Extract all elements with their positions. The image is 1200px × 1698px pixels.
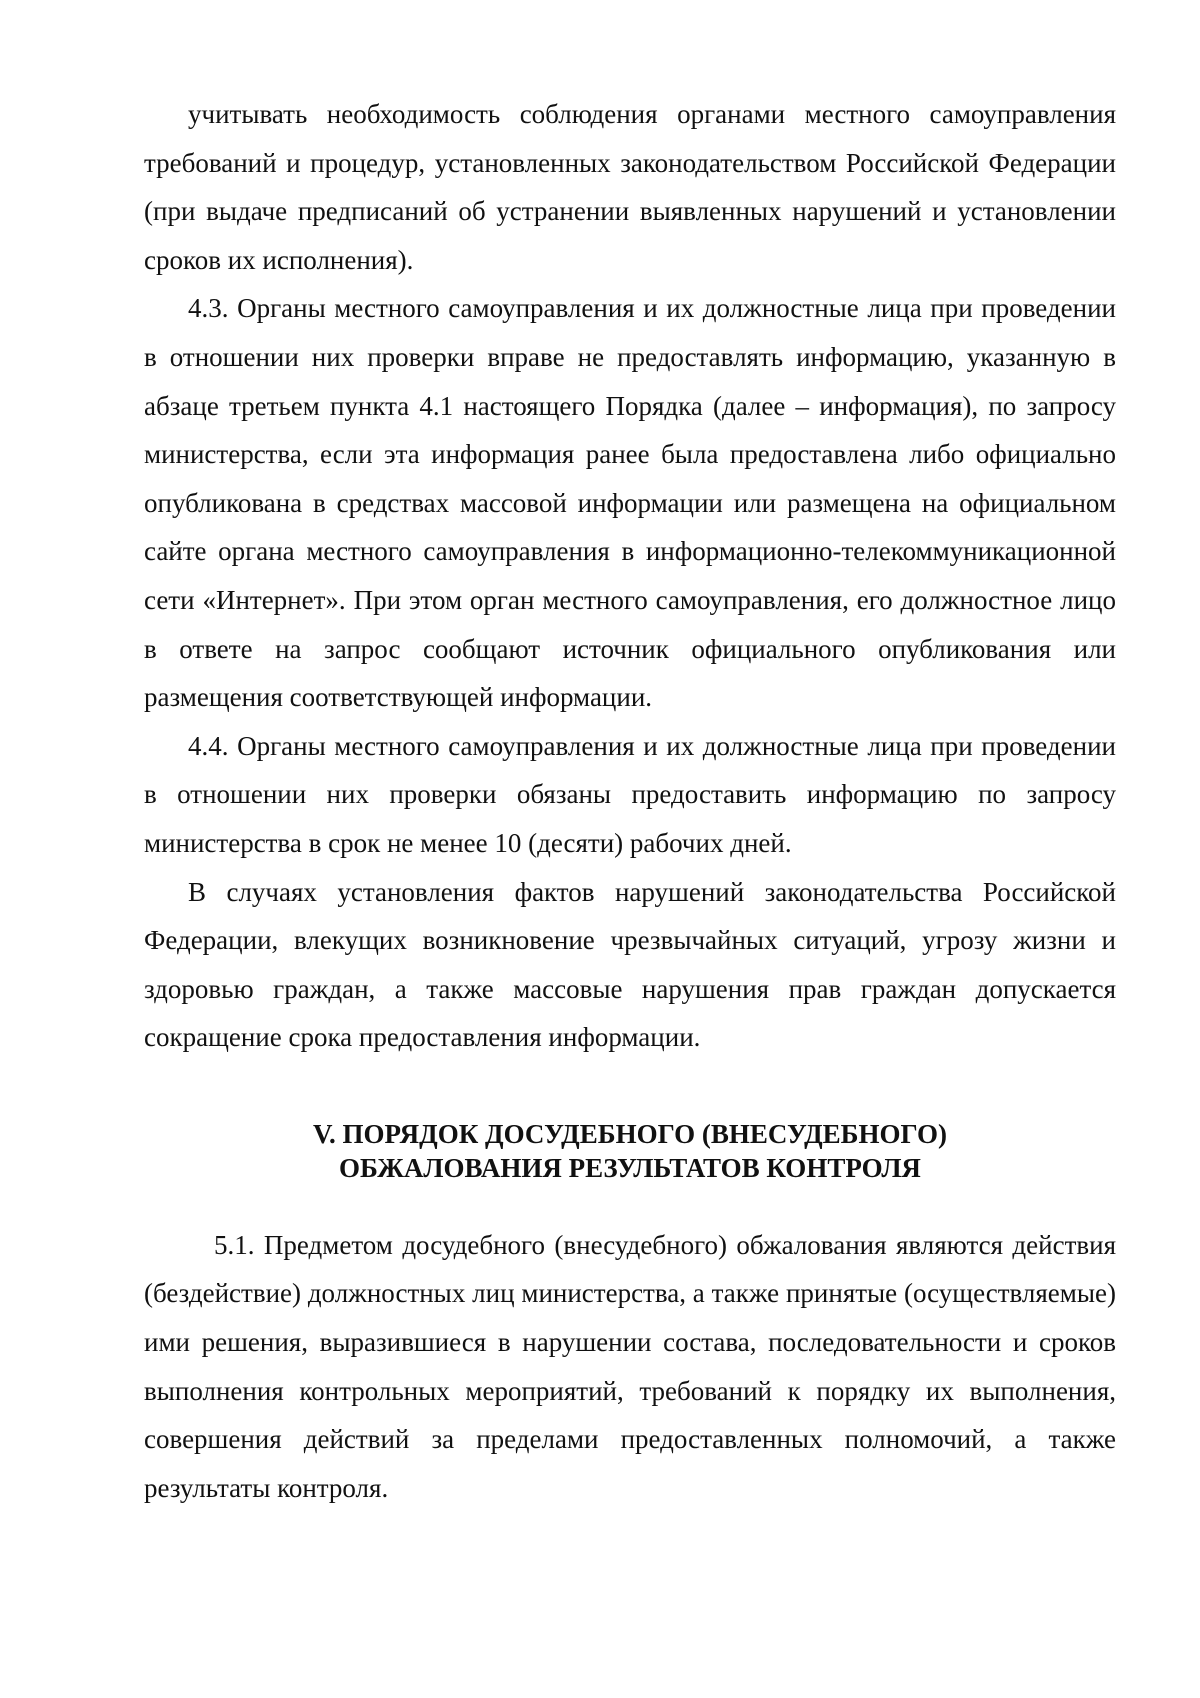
section-heading xyxy=(144,1117,1116,1185)
paragraph-5-1: 5.1. Предметом досудебного (внесудебного) обжалования являются действия (бездействие) должностных лиц министерства, а также принятые (осуществляемые) ими решения, выразившиеся в нарушении состава, последовательности и сроков выполнения контрольных мероприятий, требований к порядку их выполнения, совершения действий за пределами предоставленных полномочий, а также результаты контроля. xyxy=(144,1229,1116,1503)
paragraph-reduced-deadline: В случаях установления фактов нарушений законодательства Российской Федерации, влекущих возникновение чрезвычайных ситуаций, угрозу жизни и здоровью граждан, а также массовые нарушения прав граждан допускается сокращение срока предоставления информации. xyxy=(144,876,1116,1053)
paragraph-continuation: учитывать необходимость соблюдения органами местного самоуправления требований и процедур, установленных законодательством Российской Федерации (при выдаче предписаний об устранении выявленных нарушений и установлении сроков их исполнения). xyxy=(144,99,1116,275)
section-heading-line-1: V. ПОРЯДОК ДОСУДЕБНОГО (ВНЕСУДЕБНОГО) xyxy=(312,1118,948,1149)
document-body xyxy=(144,90,1116,1512)
paragraph-4-3: 4.3. Органы местного самоуправления и их должностные лица при проведении в отношении них проверки вправе не предоставлять информацию, указанную в абзаце третьем пункта 4.1 настоящего Порядка (далее – информация), по запросу министерства, если эта информация ранее была предоставлена либо официально опубликована в средствах массовой информации или размещена на официальном сайте органа местного самоуправления в информационно-телекоммуникационной сети «Интернет». При этом орган местного самоуправления, его должностное лицо в ответе на запрос сообщают источник официального опубликования или размещения соответствующей информации. xyxy=(144,293,1116,713)
paragraph-4-4: 4.4. Органы местного самоуправления и их должностные лица при проведении в отношении них проверки обязаны предоставить информацию по запросу министерства в срок не менее 10 (десяти) рабочих дней. xyxy=(144,730,1116,858)
section-heading-line-2: ОБЖАЛОВАНИЯ РЕЗУЛЬТАТОВ КОНТРОЛЯ xyxy=(339,1152,921,1183)
